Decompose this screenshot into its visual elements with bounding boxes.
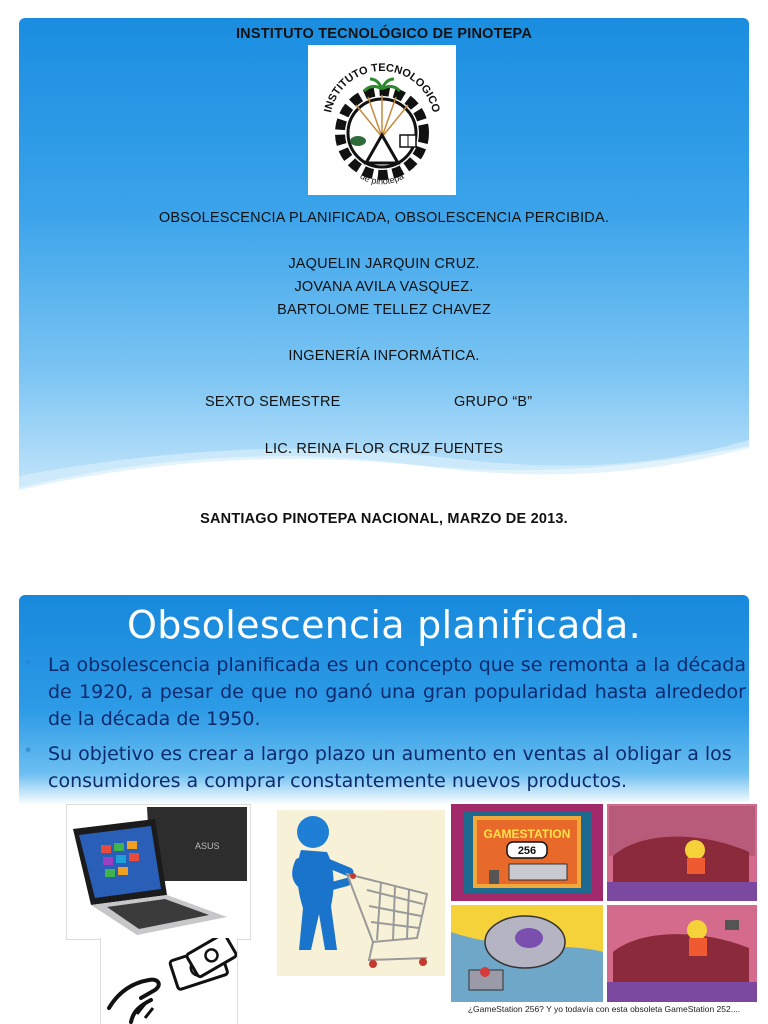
institute-logo bbox=[308, 45, 456, 195]
comic-caption: ¿GameStation 256? Y yo todavía con esta obsoleta GameStation 252.... bbox=[467, 1004, 741, 1014]
institute-name: INSTITUTO TECNOLÓGICO DE PINOTEPA bbox=[235, 26, 533, 42]
bullet-marker-1: * bbox=[25, 657, 32, 674]
laptop-image bbox=[66, 804, 251, 940]
logo-top-text: INSTITUTO TECNOLOGICO bbox=[322, 61, 442, 114]
topic-title: OBSOLESCENCIA PLANIFICADA, OBSOLESCENCIA PERCIBIDA. bbox=[158, 210, 610, 226]
logo-bottom-text: de pinotepa bbox=[358, 170, 406, 187]
money-hand-image bbox=[100, 938, 238, 1024]
teacher: LIC. REINA FLOR CRUZ FUENTES bbox=[264, 441, 504, 457]
author-1: JAQUELIN JARQUIN CRUZ. bbox=[288, 256, 480, 272]
shopping-cart-figure-image bbox=[277, 810, 445, 976]
author-2: JOVANA AVILA VASQUEZ. bbox=[294, 279, 474, 295]
console-number: 256 bbox=[517, 845, 537, 857]
career: INGENERÍA INFORMÁTICA. bbox=[288, 348, 480, 364]
bullet-text-1: La obsolescencia planificada es un concepto que se remonta a la década de 1920, a pesar de que no ganó una gran popularidad hasta alrededor de la década de 1950. bbox=[48, 654, 746, 730]
group: GRUPO “B” bbox=[454, 394, 533, 410]
title-slide bbox=[19, 18, 749, 566]
console-label: GAMESTATION bbox=[483, 827, 571, 841]
bullet-text-2: Su objetivo es crear a largo plazo un aumento en ventas al obligar a los consumidores a comprar constantemente nuevos productos. bbox=[48, 743, 732, 792]
slide-title: Obsolescencia planificada. bbox=[127, 603, 641, 647]
bullet-marker-2: * bbox=[25, 745, 32, 762]
wave-decoration bbox=[19, 438, 749, 566]
author-3: BARTOLOME TELLEZ CHAVEZ bbox=[277, 302, 491, 318]
gamestation-comic-image bbox=[449, 802, 759, 1004]
semester: SEXTO SEMESTRE bbox=[205, 394, 341, 410]
place-date: SANTIAGO PINOTEPA NACIONAL, MARZO DE 2013. bbox=[200, 511, 568, 527]
laptop-brand: ASUS bbox=[195, 841, 220, 851]
